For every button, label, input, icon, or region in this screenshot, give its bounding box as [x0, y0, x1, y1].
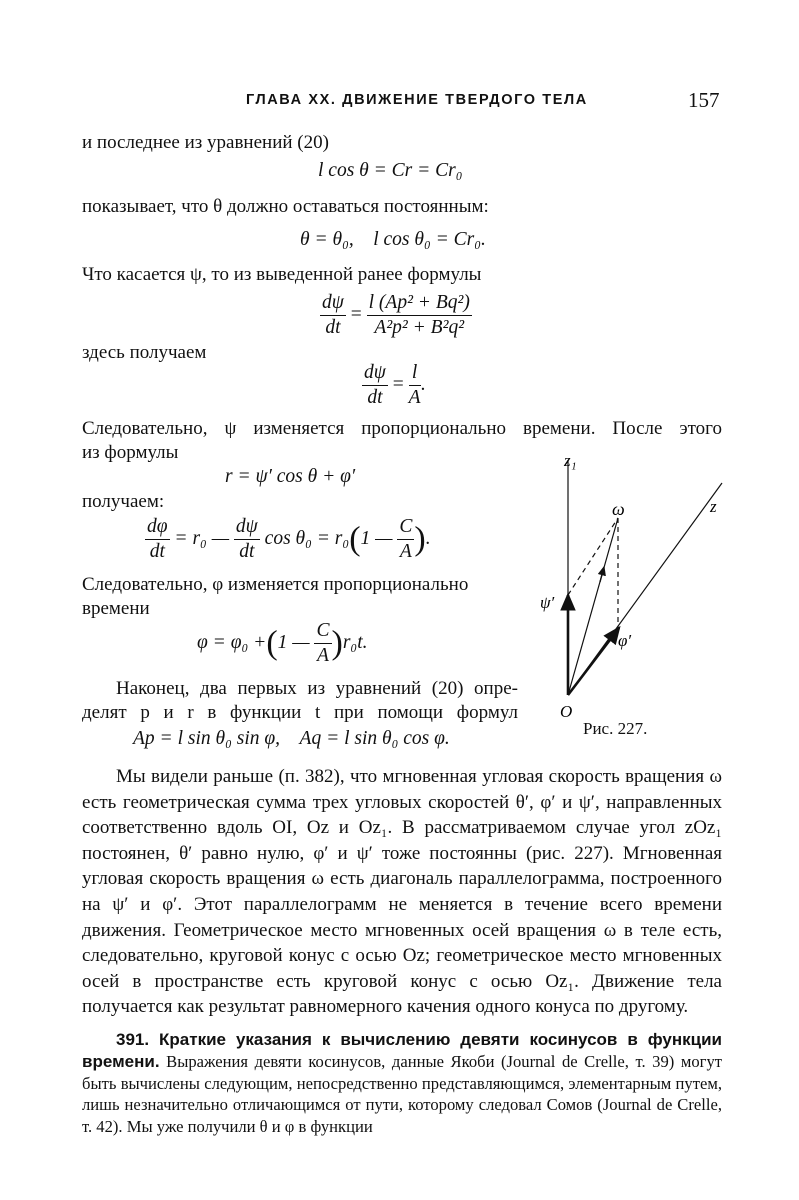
page-number: 157 [688, 88, 720, 112]
equation-8-part-a: Ap = l sin θ₀ sin φ, [133, 728, 281, 749]
numerator: dφ [145, 516, 170, 540]
equation-3: $\frac{d\psi}{dt}$ = $\frac{\text{l (Ap² + Bq²)}}{\text{A²p² + B²q²}}$ [322, 292, 470, 338]
denominator: dt [239, 541, 255, 562]
numerator: C [314, 620, 331, 644]
equation-6-one: 1 — [360, 527, 393, 549]
equation-4: $\frac{d\psi}{dt}$ = $\frac{l}{A}$ . [364, 362, 426, 408]
numerator: l (Ap² + Bq²) [367, 292, 472, 316]
text-line-9: времени [82, 598, 150, 619]
fraction-l-over-a [409, 362, 421, 409]
fraction-d-psi-dt [234, 516, 260, 563]
equation-8 [133, 728, 450, 750]
section-391-title: 391. Краткие указания к вычислению девяти косинусов в функции времени. [82, 1030, 722, 1071]
running-title: ГЛАВА XX. ДВИЖЕНИЕ ТВЕРДОГО ТЕЛА [246, 92, 588, 108]
equation-6-end: . [425, 527, 431, 549]
equation-2-part-a: θ = θ₀, [300, 229, 354, 250]
fraction-d-psi-dt [320, 292, 346, 339]
numerator: dψ [234, 516, 260, 540]
denominator: A [408, 387, 421, 408]
text-line-1: и последнее из уравнений (20) [82, 132, 329, 153]
fraction-d-phi-dt [145, 516, 170, 563]
label-origin: O [560, 702, 573, 721]
equation-6-cos: cos θ₀ = r₀ [264, 527, 350, 549]
text-line-5: Следовательно, ψ изменяется пропорционально времени. После этого [82, 418, 722, 439]
denominator: A²p² + B²q² [374, 317, 465, 338]
equation-5: r = ψ′ cos θ + φ′ [225, 466, 356, 487]
equation-2-part-b: l cos θ₀ = Cr₀. [373, 229, 486, 250]
numerator: l [409, 362, 421, 386]
text-line-7: получаем: [82, 491, 165, 512]
fraction-d-psi-dt [362, 362, 388, 409]
figure-caption: Рис. 227. [583, 719, 648, 738]
fraction-rhs [367, 292, 472, 339]
equation-6: $\frac{d\varphi}{dt}$ = r₀ — $\frac{d\psi}{dt}$ cos θ₀ = r₀(1 — $\frac{C}{A}$ ). [147, 516, 431, 562]
label-z1: z₁ [564, 451, 577, 470]
text-line-8: Следовательно, φ изменяется пропорционально [82, 574, 469, 595]
label-phi: φ′ [618, 631, 632, 650]
text-line-3: Что касается ψ, то из выведенной ранее формулы [82, 264, 482, 285]
text-line-2: показывает, что θ должно оставаться постоянным: [82, 196, 489, 217]
denominator: dt [325, 317, 341, 338]
equation-7-end: r₀t. [342, 631, 368, 653]
equation-8-part-b: Aq = l sin θ₀ cos φ. [299, 728, 450, 749]
phi-vector [568, 628, 619, 695]
equation-7: φ = φ₀ +(1 — $\frac{C}{A}$ )r₀t. [197, 620, 368, 666]
parallelogram-dash-top [568, 518, 618, 595]
fraction-c-over-a [397, 516, 414, 563]
text-line-4: здесь получаем [82, 342, 207, 363]
text-line-6: из формулы [82, 442, 179, 463]
section-391 [82, 1029, 722, 1138]
page-header [0, 90, 799, 114]
label-z: z [710, 497, 717, 516]
numerator: dψ [320, 292, 346, 316]
main-paragraph-text: Мы видели раньше (п. 382), что мгновенная угловая скорость вращения ω есть геометрическая сумма трех угловых скоростей θ′, φ′ и ψ′, направленных соответственно вдоль OI, Oz и Oz₁. В рассматриваемом случае угол zOz₁ постоянен, θ′ равно нулю, φ′ и ψ′ тоже постоянны (рис. 227). Мгновенная угловая скорость вращения ω есть диагональ параллелограмма, построенного на ψ′ и φ′. Этот параллелограмм не меняется в течение всего времени движения. Геометрическое место мгновенных осей вращения ω в теле есть, следовательно, круговой конус с осью Oz; геометрическое место мгновенных осей в пространстве есть круговой конус с осью Oz₁. Движение тела получается как результат равномерного качения одного конуса по другому. [82, 766, 722, 1018]
omega-vector [568, 518, 618, 695]
numerator: C [397, 516, 414, 540]
equation-7-lhs: φ = φ₀ + [197, 631, 267, 653]
label-omega: ω [612, 499, 625, 519]
section-391-text: Выражения девяти косинусов, данные Якоби (Journal de Crelle, т. 39) могут быть вычислены следующим, непосредственно представляющимся, элементарным путем, лишь незначительно отличающимся от пути, которому следовал Сомов (Journal de Crelle, т. 42). Мы уже получили θ и φ в функции [82, 1051, 722, 1137]
equation-7-one: 1 — [277, 631, 310, 653]
label-psi: ψ′ [540, 593, 555, 612]
denominator: A [399, 541, 412, 562]
fraction-c-over-a [314, 620, 331, 667]
denominator: dt [149, 541, 165, 562]
main-paragraph [82, 764, 722, 1020]
text-line-11: делят p и r в функции t при помощи формул [82, 702, 518, 723]
text-line-10: Наконец, два первых из уравнений (20) опре- [116, 678, 518, 699]
numerator: dψ [362, 362, 388, 386]
denominator: A [317, 645, 329, 666]
equation-6-mid: = r₀ — [174, 527, 230, 549]
figure-227 [520, 440, 740, 725]
denominator: dt [367, 387, 383, 408]
omega-arrow-mark [600, 567, 604, 582]
equation-2 [300, 229, 486, 251]
equation-1: l cos θ = Cr = Cr₀ [318, 160, 463, 181]
section-391-paragraph [82, 1029, 722, 1138]
